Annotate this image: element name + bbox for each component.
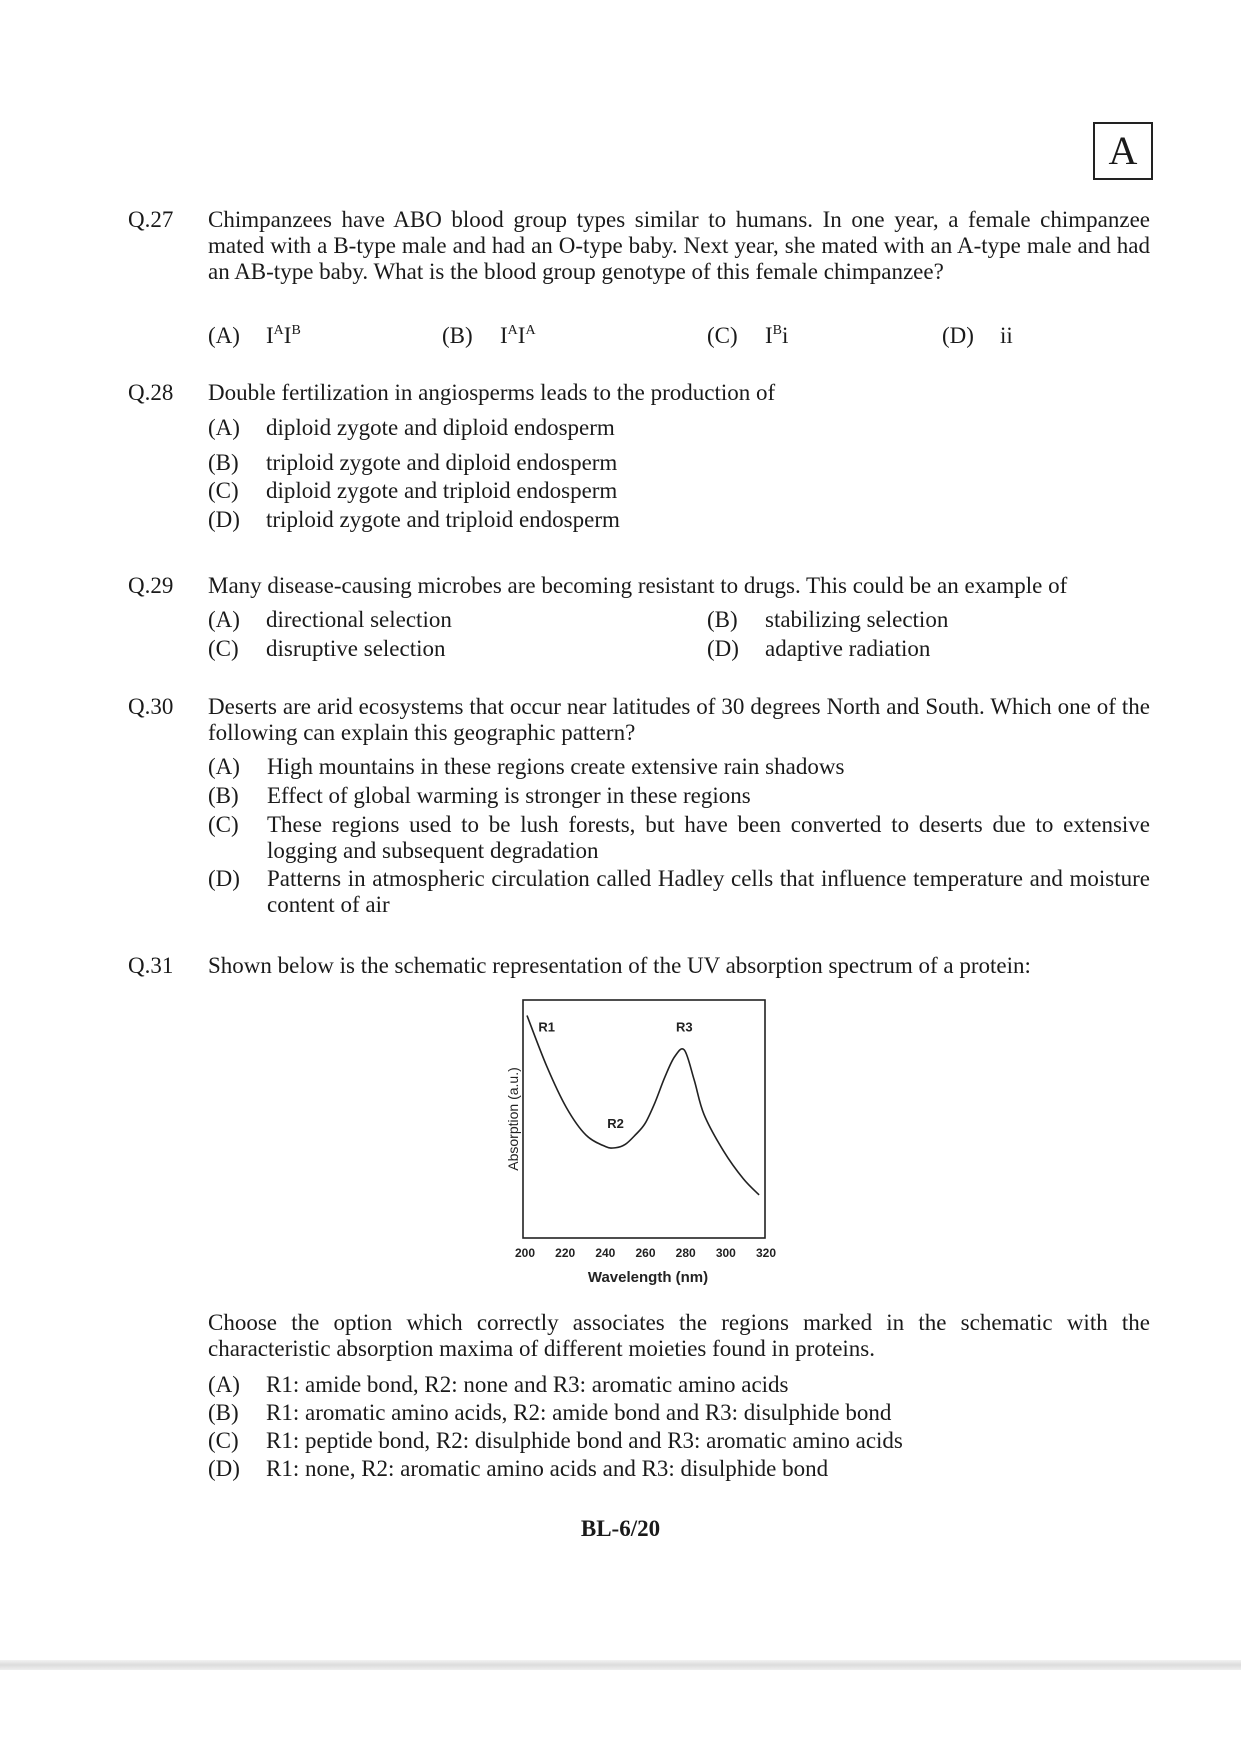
option-b: (B) stabilizing selection <box>707 607 949 632</box>
x-tick-label: 320 <box>755 1246 777 1260</box>
question-number: Q.30 <box>128 694 174 719</box>
question-number: Q.29 <box>128 573 174 598</box>
x-tick-label: 200 <box>514 1246 536 1260</box>
option-a: (A) directional selection <box>208 607 452 632</box>
question-stem: Chimpanzees have ABO blood group types similar to humans. In one year, a female chimpanzee mated with a B-type male and had an O-type baby. Next year, she mated with an A-type male and had an AB-type baby. What is the blood group genotype of this female chimpanzee? <box>208 207 1150 284</box>
option-a: (A) $I^AI^B$ <box>208 323 301 348</box>
x-tick-label: 220 <box>555 1246 576 1260</box>
set-code-box: A <box>1093 122 1153 180</box>
option-b: (B) $I^AI^A$ <box>442 323 536 348</box>
y-axis-label: Absorption (a.u.) <box>505 1067 521 1171</box>
question-stem: Many disease-causing microbes are becoming resistant to drugs. This could be an example of <box>208 573 1068 598</box>
question-stem: Deserts are arid ecosystems that occur near latitudes of 30 degrees North and South. Which one of the following can explain this geographic pattern? <box>208 694 1150 745</box>
x-tick-labels <box>515 1246 776 1260</box>
option-b: (B) R1: aromatic amino acids, R2: amide bond and R3: disulphide bond <box>208 1400 892 1425</box>
scan-edge <box>0 1660 1241 1670</box>
option-b: (B) triploid zygote and diploid endosperm <box>208 450 618 475</box>
option-d: (D) adaptive radiation <box>707 636 931 661</box>
question-stem: Double fertilization in angiosperms leads to the production of <box>208 380 776 405</box>
option-c: (C) diploid zygote and triploid endosperm <box>208 478 618 503</box>
x-tick-label: 260 <box>635 1246 656 1260</box>
region-label-r2: R2 <box>607 1116 624 1132</box>
region-label-r3: R3 <box>676 1019 693 1035</box>
x-axis-label: Wavelength (nm) <box>587 1269 709 1286</box>
x-tick-label: 300 <box>715 1246 736 1260</box>
option-d: (D) triploid zygote and triploid endosperm <box>208 507 620 532</box>
option-a: (A) High mountains in these regions create extensive rain shadows <box>208 754 845 779</box>
plot-frame <box>523 1000 765 1238</box>
spectrum-curve <box>527 1016 759 1195</box>
option-d: (D) Patterns in atmospheric circulation called Hadley cells that influence temperature and moisture content of air <box>208 866 1150 917</box>
question-stem: Shown below is the schematic representation of the UV absorption spectrum of a protein: <box>208 953 1031 978</box>
option-c: (C) These regions used to be lush forests, but have been converted to deserts due to extensive logging and subsequent degradation <box>208 812 1150 863</box>
question-instruction: Choose the option which correctly associates the regions marked in the schematic with the characteristic absorption maxima of different moieties found in proteins. <box>208 1310 1150 1361</box>
region-label-r1: R1 <box>538 1019 555 1035</box>
option-d: (D) R1: none, R2: aromatic amino acids and R3: disulphide bond <box>208 1456 829 1481</box>
option-a: (A) diploid zygote and diploid endosperm <box>208 415 615 440</box>
page-footer: BL-6/20 <box>580 1516 661 1541</box>
region-labels <box>538 1020 692 1132</box>
question-number: Q.27 <box>128 207 174 232</box>
option-c: (C) $I^Bi$ <box>707 323 789 348</box>
spectrum-line <box>527 1016 759 1195</box>
x-tick-label: 240 <box>595 1246 616 1260</box>
question-number: Q.28 <box>128 380 174 405</box>
option-b: (B) Effect of global warming is stronger in these regions <box>208 783 751 808</box>
x-tick-label: 280 <box>675 1246 696 1260</box>
question-number: Q.31 <box>128 953 174 978</box>
option-c: (C) R1: peptide bond, R2: disulphide bond and R3: aromatic amino acids <box>208 1428 903 1453</box>
option-c: (C) disruptive selection <box>208 636 446 661</box>
option-a: (A) R1: amide bond, R2: none and R3: aromatic amino acids <box>208 1372 789 1397</box>
option-d: (D) ii <box>942 323 1013 348</box>
